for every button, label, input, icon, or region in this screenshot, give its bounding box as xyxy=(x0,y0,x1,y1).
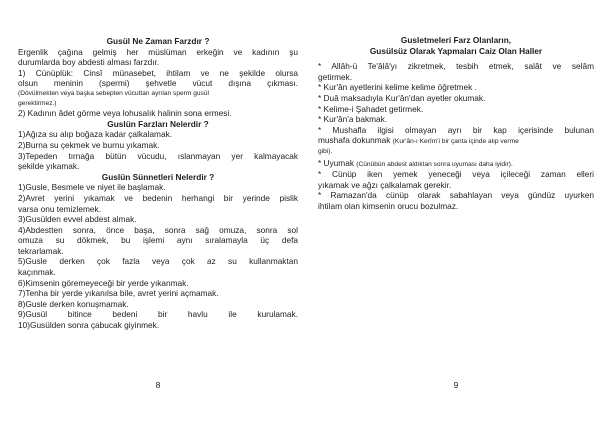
page-number: 8 xyxy=(155,380,161,390)
list-item: * Cünüp iken yemek yeneceği veya içileceği zaman elleri xyxy=(318,169,594,180)
list-item: * Duâ maksadıyla Kur'ân'dan ayetler okumak. xyxy=(318,92,486,103)
heading-line: Gusülsüz Olarak Yapmaları Caiz Olan Haller xyxy=(369,45,543,56)
list-item: * Ramazan'da cünüp olarak sabahlayan veya gündüz uyurken xyxy=(318,190,594,201)
list-item: 5)Gusle derken çok fazla veya çok az su kullanmaktan xyxy=(18,256,298,267)
list-item: 9)Gusül bitince bedeni bir havlu ile kurulamak. xyxy=(18,309,298,320)
list-item-text: * Uyumak xyxy=(318,157,354,168)
list-item xyxy=(318,135,594,147)
list-item: 1)Ağıza su alıp boğaza kadar çalkalamak. xyxy=(18,129,173,140)
note-text: (Cünübün abdest aldıktan sonra uyuması daha iyidir). xyxy=(356,160,513,168)
note-text: (Kur'ân-ı Kerîm'i bir çanta içinde alıp verme xyxy=(392,138,519,146)
list-item: * Allâh-ü Te'âlâ'yı zikretmek, tesbih etmek, salât ve selâm xyxy=(318,61,594,72)
list-item: olsun meninin (spermi) şehvetle vücut dışına çıkması. xyxy=(18,78,298,89)
list-item: kaçınmak. xyxy=(18,267,56,278)
list-item-text: mushafa dokunmak xyxy=(318,135,391,146)
paragraph-line: durumlarda boy abdesti alması farzdır. xyxy=(18,57,160,68)
note-line: gibi). xyxy=(318,147,333,155)
section-heading-allowed-without-gusul xyxy=(318,35,594,56)
list-item: 2)Avret yerini yıkamak ve bedenin herhangi bir yerinde pislik xyxy=(18,192,298,203)
list-item: 10)Gusülden sonra çabucak giyinmek. xyxy=(18,320,160,331)
note-line: (Dövülmekten veya başka sebepten vücuttan ayrılan sperm gusül xyxy=(18,89,209,97)
list-item: şekilde yıkamak. xyxy=(18,161,80,172)
note-line: gerektirmez.) xyxy=(18,99,57,107)
list-item: 3)Tepeden tırnağa bütün vücudu, ıslanmayan yer kalmayacak xyxy=(18,150,298,161)
list-item: omuza su dökmek, bu işlemi aynı sıralamayla üç defa xyxy=(18,235,298,246)
list-item: 4)Abdestten sonra, önce başa, sonra sağ omuza, sonra sol xyxy=(18,224,298,235)
paragraph-line: Ergenlik çağına gelmiş her müslüman erkeğin ve kadının şu xyxy=(18,46,298,57)
right-page xyxy=(318,0,594,423)
list-item: ihtilam olan kimsenin orucu bozulmaz. xyxy=(318,200,459,211)
list-item: getirmek. xyxy=(318,71,353,82)
list-item: 2)Burna su çekmek ve burnu yıkamak. xyxy=(18,139,160,150)
list-item: 2) Kadının âdet görme veya lohusalık halinin sona ermesi. xyxy=(18,108,232,119)
page-number: 9 xyxy=(453,380,459,390)
list-item: * Mushafla ilgisi olmayan ayrı bir kap içerisinde bulunan xyxy=(318,124,594,135)
list-item: * Kur'ân ayetlerini kelime kelime öğretmek . xyxy=(318,82,477,93)
list-item xyxy=(318,158,594,170)
list-item: * Kelime-i Şahadet getirmek. xyxy=(318,103,424,114)
section-heading-when-gusul-farz: Gusül Ne Zaman Farzdır ? xyxy=(106,36,210,46)
list-item: 1)Gusle, Besmele ve niyet ile başlamak. xyxy=(18,182,166,193)
list-item: yıkamak ve ağzı çalkalamak gerekir. xyxy=(318,179,452,190)
right-page-content xyxy=(318,35,594,212)
list-item: 6)Kimsenin göremeyeceği bir yerde yıkanmak. xyxy=(18,277,189,288)
list-item: 1) Cünüplük: Cinsî münasebet, ihtilam ve ne şekilde olursa xyxy=(18,67,298,78)
section-heading-gusul-sunnetleri: Guslün Sünnetleri Nelerdir ? xyxy=(101,171,215,182)
list-item: 8)Gusle derken konuşmamak. xyxy=(18,298,129,309)
list-item: tekrarlamak. xyxy=(18,245,64,256)
heading-line: Gusletmeleri Farz Olanların, xyxy=(400,35,512,45)
list-item: * Kur'ân'a bakmak. xyxy=(318,114,388,125)
left-page xyxy=(18,0,298,423)
section-heading-gusul-farzlari: Guslün Farzları Nelerdir ? xyxy=(107,118,209,129)
list-item: 7)Tenha bir yerde yıkanılsa bile, avret yerini açmamak. xyxy=(18,288,219,299)
list-item: 3)Gusülden evvel abdest almak. xyxy=(18,214,137,225)
left-page-content xyxy=(18,36,298,331)
list-item: varsa onu temizlemek. xyxy=(18,203,102,214)
